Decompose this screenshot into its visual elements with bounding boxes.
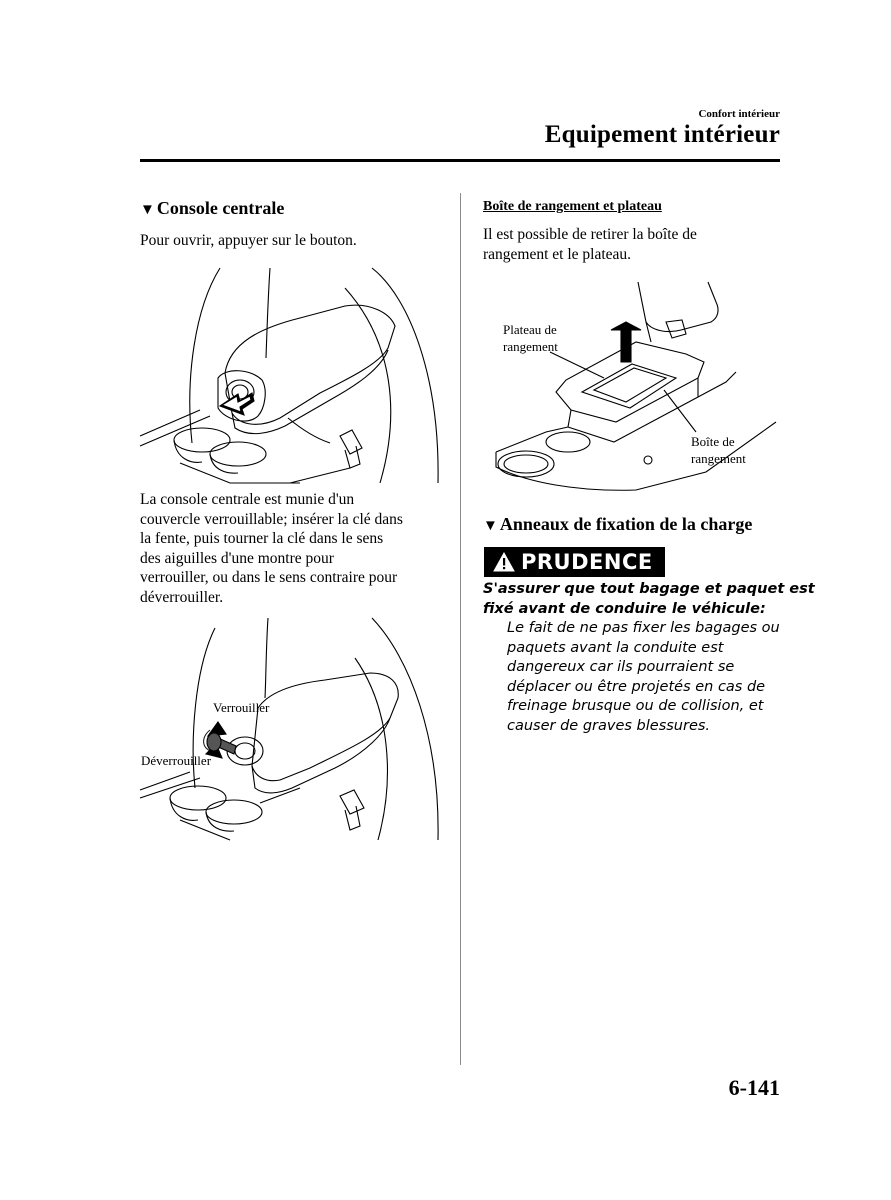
heading-text: Anneaux de fixation de la charge (499, 514, 753, 534)
header-rule (140, 159, 780, 162)
warning-body-line: paquets avant la conduite est (507, 639, 724, 656)
console-open-button-figure (140, 268, 450, 483)
warning-banner (484, 547, 665, 577)
triangle-marker-icon: ▼ (483, 518, 498, 534)
console-description-line: des aiguilles d'une montre pour (140, 549, 334, 567)
storage-subheading: Boîte de rangement et plateau (483, 199, 662, 214)
console-description-line: La console centrale est munie d'un (140, 491, 355, 508)
console-description-line: couvercle verrouillable; insérer la clé dans (140, 510, 403, 528)
box-label (691, 433, 746, 467)
warning-body (507, 619, 780, 736)
warning-lead-line: fixé avant de conduire le véhicule: (483, 600, 766, 617)
warning-body-line: causer de graves blessures. (507, 717, 711, 734)
console-lock-figure (140, 618, 450, 840)
intro-text: Pour ouvrir, appuyer sur le bouton. (140, 232, 357, 249)
warning-lead (483, 580, 815, 619)
warning-body-line: freinage brusque ou de collision, et (507, 698, 764, 714)
column-divider (460, 193, 461, 1065)
section-label: Confort intérieur (698, 108, 780, 120)
heading-text: Console centrale (156, 198, 285, 218)
tray-label-line: rangement (503, 339, 558, 354)
page-number: 6-141 (728, 1075, 780, 1100)
box-label-line: Boîte de (691, 434, 735, 449)
console-description-line: la fente, puis tourner la clé dans le sens (140, 530, 384, 547)
unlock-label: Déverrouiller (141, 753, 212, 768)
storage-intro (483, 225, 783, 264)
console-description (140, 490, 445, 607)
storage-intro-line: Il est possible de retirer la boîte de (483, 226, 697, 243)
warning-body-line: Le fait de ne pas fixer les bagages ou (507, 620, 780, 636)
lock-label: Verrouiller (213, 700, 270, 715)
page-title: Equipement intérieur (544, 121, 780, 148)
heading-console-centrale (140, 198, 284, 219)
warning-body-line: dangereux car ils pourraient se (507, 659, 735, 675)
storage-intro-line: rangement et le plateau. (483, 245, 632, 263)
tray-label-line: Plateau de (503, 322, 557, 337)
warning-body-line: déplacer ou être projetés en cas de (507, 678, 766, 695)
tray-label (503, 321, 558, 355)
warning-triangle-icon (493, 552, 515, 572)
warning-label: PRUDENCE (521, 550, 653, 574)
warning-lead-line: S'assurer que tout bagage et paquet est (483, 581, 815, 597)
triangle-marker-icon: ▼ (140, 202, 155, 218)
console-description-line: verrouiller, ou dans le sens contraire pour (140, 569, 398, 586)
heading-anneaux (483, 514, 752, 535)
console-description-line: déverrouiller. (140, 588, 224, 606)
box-label-line: rangement (691, 451, 746, 466)
